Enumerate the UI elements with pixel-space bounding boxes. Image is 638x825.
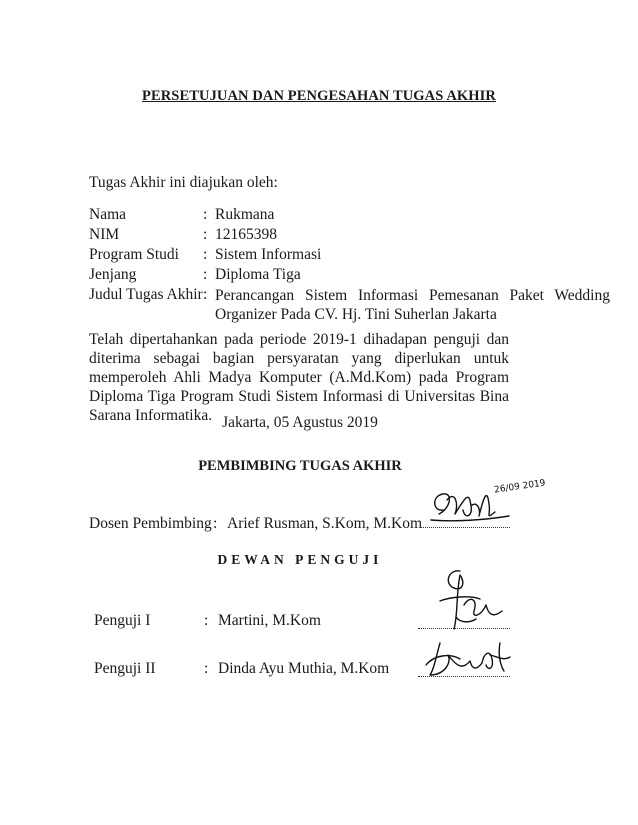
- field-label: Judul Tugas Akhir: [89, 286, 203, 303]
- field-value: Diploma Tiga: [215, 266, 301, 283]
- signature-penguji-1-image: [430, 565, 510, 635]
- field-separator: :: [203, 286, 208, 303]
- field-value: Sistem Informasi: [215, 246, 322, 263]
- signature-penguji-2-image: [420, 635, 515, 680]
- field-value: Perancangan Sistem Informasi Pemesanan Paket Wedding Organizer Pada CV. Hj. Tini Suherlan Jakarta: [215, 287, 610, 323]
- pembimbing-name: Arief Rusman, S.Kom, M.Kom: [227, 515, 423, 532]
- statement-paragraph: Telah dipertahankan pada periode 2019-1 dihadapan penguji dan diterima sebagai bagian persyaratan yang diperlukan untuk memperoleh Ahli Madya Komputer (A.Md.Kom) pada Program Diploma Tiga Program Studi Sistem Informasi di Universitas Bina Sarana Informatika.: [89, 331, 509, 424]
- document-date: Jakarta, 05 Agustus 2019: [222, 414, 378, 431]
- field-label: Program Studi: [89, 246, 179, 263]
- penguji-heading: DEWAN PENGUJI: [217, 552, 383, 567]
- field-label: Nama: [89, 206, 127, 223]
- field-separator: :: [203, 226, 208, 243]
- pembimbing-heading: PEMBIMBING TUGAS AKHIR: [198, 458, 402, 474]
- penguji-label: Penguji II: [94, 660, 156, 677]
- penguji-name: Martini, M.Kom: [218, 612, 321, 629]
- penguji-label: Penguji I: [94, 612, 151, 629]
- field-separator: :: [203, 266, 208, 283]
- signature-date: 26/09 2019: [493, 478, 547, 496]
- document-title: PERSETUJUAN DAN PENGESAHAN TUGAS AKHIR: [141, 88, 496, 104]
- field-label: NIM: [89, 226, 120, 243]
- field-separator: :: [203, 206, 208, 223]
- pembimbing-separator: :: [213, 515, 218, 532]
- field-separator: :: [203, 246, 208, 263]
- field-value: Rukmana: [215, 206, 275, 223]
- field-value: 12165398: [215, 226, 277, 243]
- penguji-name: Dinda Ayu Muthia, M.Kom: [218, 660, 390, 677]
- intro-text: Tugas Akhir ini diajukan oleh:: [89, 174, 278, 191]
- penguji-separator: :: [204, 612, 209, 629]
- field-label: Jenjang: [89, 266, 137, 283]
- pembimbing-label: Dosen Pembimbing: [89, 515, 212, 532]
- penguji-separator: :: [204, 660, 209, 677]
